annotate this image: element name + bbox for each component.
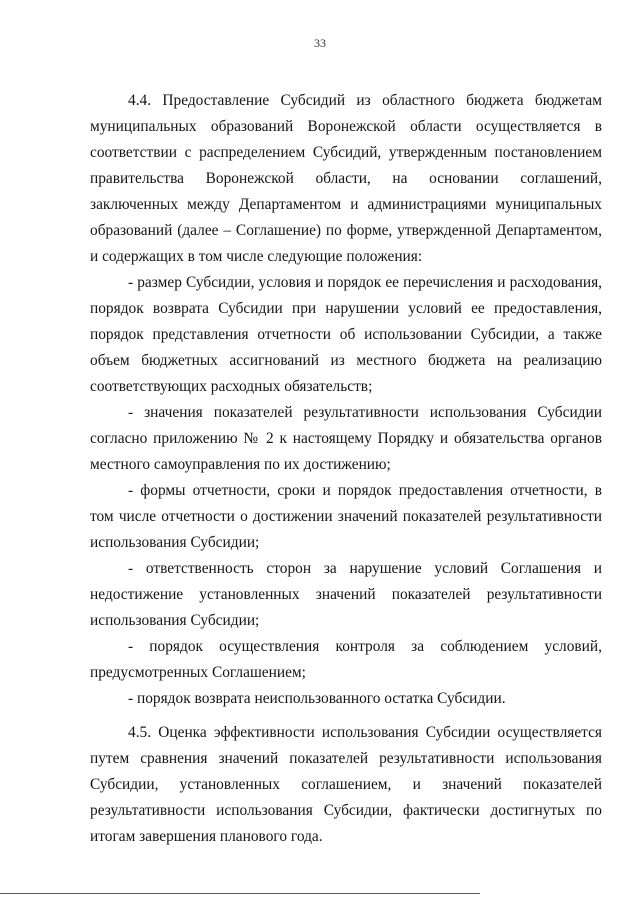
- page-number: 33: [314, 36, 326, 50]
- paragraph-gap: [90, 712, 602, 720]
- list-item-subsidy-size: - размер Субсидии, условия и порядок ее перечисления и расходования, порядок возврата Субсидии при нарушении условий ее предоставления, порядок представления отчетности об использовании Субсидии, а также объем бюджетных ассигнований из местного бюджета на реализацию соответствующих расходных обязательств;: [90, 274, 602, 395]
- document-body: [90, 88, 602, 850]
- scan-edge-line: [0, 893, 480, 894]
- list-item-performance-indicators: - значения показателей результативности использования Субсидии согласно приложению № 2 к настоящему Порядку и обязательства органов местного самоуправления по их достижению;: [90, 404, 602, 473]
- list-item-reporting-forms: - формы отчетности, сроки и порядок предоставления отчетности, в том числе отчетности о достижении значений показателей результативности использования Субсидии;: [90, 482, 602, 551]
- paragraph-4-5: 4.5. Оценка эффективности использования Субсидии осуществляется путем сравнения значений показателей результативности использования Субсидии, установленных соглашением, и значений показателей результативности использования Субсидии, фактически достигнутых по итогам завершения планового года.: [90, 724, 602, 845]
- list-item-unused-balance: - порядок возврата неиспользованного остатка Субсидии.: [128, 690, 506, 707]
- paragraph-4-4: 4.4. Предоставление Субсидий из областного бюджета бюджетам муниципальных образований Воронежской области осуществляется в соответствии с распределением Субсидий, утвержденным постановлением правительства Воронежской области, на основании соглашений, заключенных между Департаментом и администрациями муниципальных образований (далее – Соглашение) по форме, утвержденной Департаментом, и содержащих в том числе следующие положения:: [90, 92, 602, 265]
- list-item-control-procedure: - порядок осуществления контроля за соблюдением условий, предусмотренных Соглашением;: [90, 638, 602, 681]
- list-item-responsibility: - ответственность сторон за нарушение условий Соглашения и недостижение установленных значений показателей результативности использования Субсидии;: [90, 560, 602, 629]
